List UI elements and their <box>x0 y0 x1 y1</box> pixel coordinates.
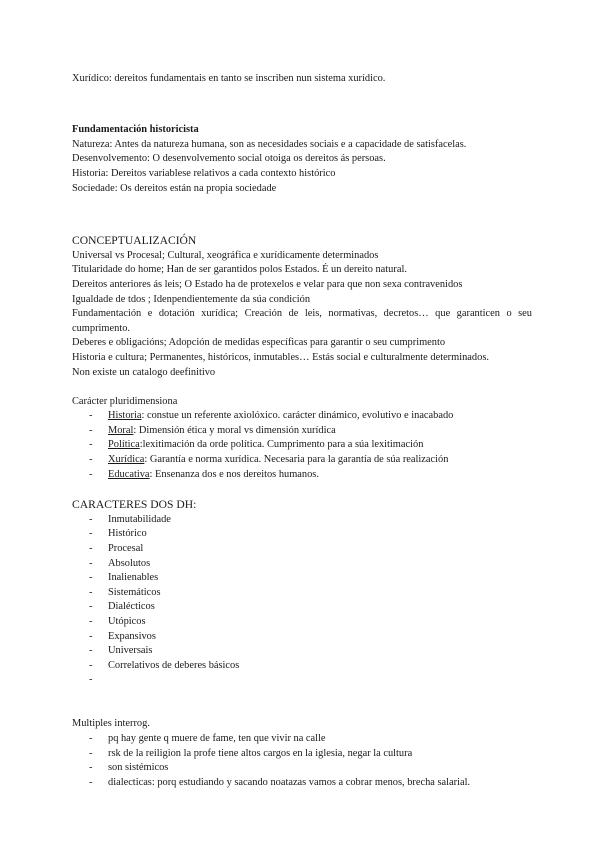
historicista-line: Desenvolvemento: O desenvolvemento social otoiga os dereitos ás persoas. <box>72 153 386 165</box>
conceptualizacion-line: Titularidade do home; Han de ser garantidos polos Estados. É un dereito natural. <box>72 264 407 276</box>
list-item: - Universais <box>72 644 532 659</box>
dimension-term: Educativa <box>108 468 150 480</box>
list-item <box>72 468 532 483</box>
multiples-list <box>72 732 532 790</box>
pluridimensional-title: Carácter pluridimensiona <box>72 395 178 407</box>
dimension-desc: : constue un referente axiolóxico. carácter dinámico, evolutivo e inacabado <box>141 410 454 422</box>
page-content <box>72 72 532 790</box>
list-item: - Expansivos <box>72 630 532 645</box>
list-item: - Histórico <box>72 527 532 542</box>
dimension-term: Xurídica <box>108 454 145 466</box>
list-item <box>72 453 532 468</box>
dimension-desc: : Dimensión ética y moral vs dimensión xurídica <box>133 424 336 436</box>
conceptualizacion-line: Igualdade de tdos ; Idenpendientemente da súa condición <box>72 293 311 305</box>
intro-line: Xurídico: dereitos fundamentais en tanto se inscriben nun sistema xurídico. <box>72 73 386 84</box>
list-item <box>72 438 532 453</box>
list-item: - Dialécticos <box>72 600 532 615</box>
caracteres-title: CARACTERES DOS DH: <box>72 497 197 511</box>
list-item <box>72 424 532 439</box>
list-item: - rsk de la reiligion la profe tiene altos cargos en la iglesia, negar la cultura <box>72 747 532 762</box>
list-item: - Procesal <box>72 542 532 557</box>
dimension-term: Historia <box>108 410 142 422</box>
historicista-line: Natureza: Antes da natureza humana, son as necesidades sociais e a capacidade de satisfacelas. <box>72 138 467 150</box>
list-item: - Absolutos <box>72 557 532 572</box>
dimension-term: Moral <box>108 424 134 436</box>
list-item: - Inmutabilidade <box>72 513 532 528</box>
historicista-line: Sociedade: Os dereitos están na propia sociedade <box>72 182 277 194</box>
conceptualizacion-line: Historia e cultura; Permanentes, históricos, inmutables… Estás social e culturalmente determinados. <box>72 351 489 363</box>
list-item: - Inalienables <box>72 571 532 586</box>
historicista-line: Historia: Dereitos variablese relativos a cada contexto histórico <box>72 167 336 179</box>
conceptualizacion-line: Dereitos anteriores ás leis; O Estado ha de protexelos e velar para que non sexa contravenidos <box>72 278 463 290</box>
list-item: - pq hay gente q muere de fame, ten que vivir na calle <box>72 732 532 747</box>
list-item: - Utópicos <box>72 615 532 630</box>
dimension-desc: :lexitimación da orde política. Cumprimento para a súa lexitimación <box>139 439 424 451</box>
pluridimensional-list <box>72 409 532 482</box>
dimension-desc: : Garantía e norma xurídica. Necesaria para la garantía de súa realización <box>144 454 449 466</box>
fundamentacion-paragraph: Fundamentación e dotación xurídica; Creación de leis, normativas, decretos… que garanticen o seu cumprimento. <box>72 308 532 334</box>
conceptualizacion-line: Universal vs Procesal; Cultural, xeográfica e xurídicamente determinados <box>72 249 379 261</box>
conceptualizacion-title: CONCEPTUALIZACIÓN <box>72 233 197 247</box>
caracteres-list <box>72 513 532 674</box>
historicista-list <box>72 138 532 196</box>
list-item <box>72 409 532 424</box>
dimension-term: Política <box>108 439 140 451</box>
dimension-desc: : Ensenanza dos e nos dereitos humanos. <box>149 468 319 480</box>
conceptualizacion-line: Non existe un catalogo deefinitivo <box>72 366 216 378</box>
conceptualizacion-line: Deberes e obligacións; Adopción de medidas específicas para garantir o seu cumprimento <box>72 337 446 349</box>
list-item: - Sistemáticos <box>72 586 532 601</box>
list-item: - Correlativos de deberes básicos <box>72 659 532 674</box>
multiples-title: Multiples interrog. <box>72 718 150 730</box>
list-item: - dialecticas: porq estudiando y sacando noatazas vamos a cobrar menos, brecha salarial. <box>72 776 532 791</box>
historicista-title: Fundamentación historicista <box>72 124 199 136</box>
list-item: - son sistémicos <box>72 761 532 776</box>
